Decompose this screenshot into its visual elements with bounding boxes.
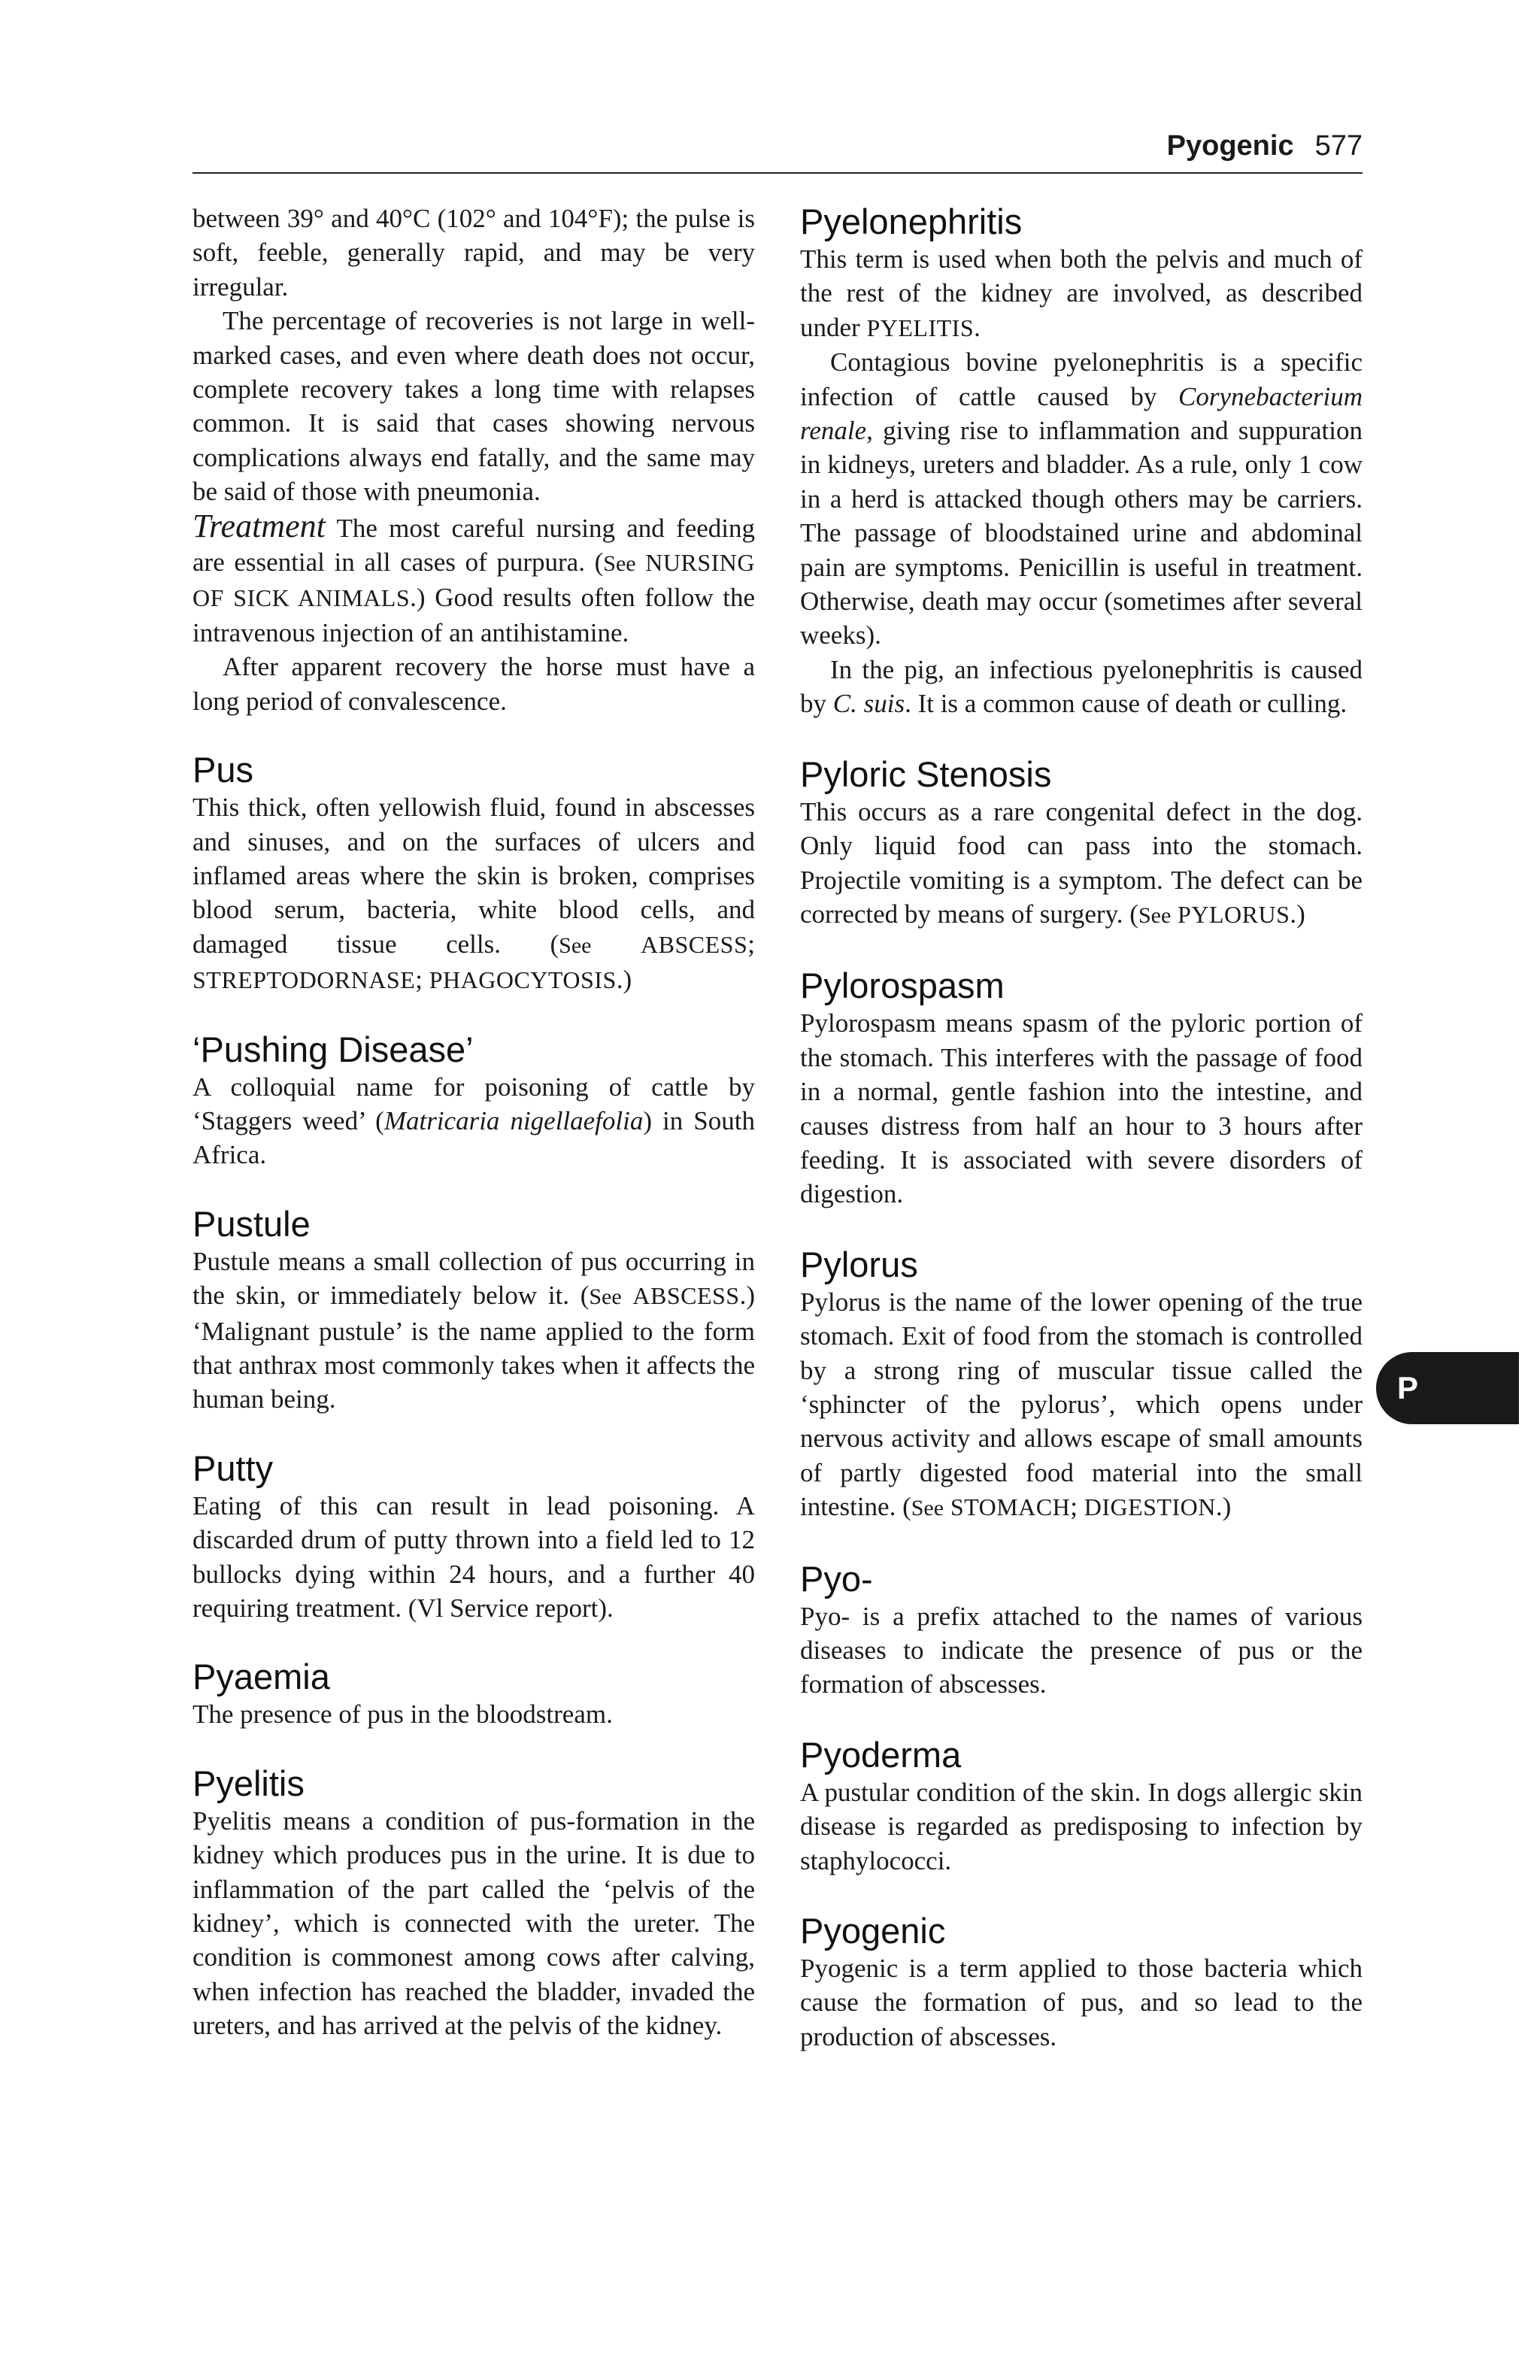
entry-pyelonephritis (800, 202, 1363, 721)
convalescence-paragraph: After apparent recovery the horse must have a long period of convalescence. (192, 652, 755, 716)
cross-reference: PHAGOCYTOSIS (429, 966, 617, 994)
entry-text: The presence of pus in the bloodstream. (192, 1699, 613, 1730)
entry-pustule (192, 1204, 755, 1417)
entry-text: This term is used when both the pelvis and much of the rest of the kidney are involved, as described under PYELITIS. (800, 244, 1363, 342)
header-rule (192, 172, 1363, 174)
entry-heading: Pyaemia (192, 1657, 330, 1697)
entry-text: Pylorospasm means spasm of the pyloric portion of the stomach. This interferes with the passage of food in a normal, gentle fashion into the intestine, and causes distress from half an hour to 3 hours after feeding. It is associated with severe disorders of digestion. (800, 1008, 1363, 1209)
entry-pyaemia (192, 1657, 755, 1731)
entry-pyelitis (192, 1763, 755, 2043)
entry-heading: ‘Pushing Disease’ (192, 1029, 474, 1069)
cross-reference: STREPTODORNASE (192, 966, 416, 994)
entry-text: Contagious bovine pyelonephritis is a specific infection of cattle caused by Corynebacterium renale, giving rise to inflammation and suppuration in kidneys, ureters and bladder. As a rule, only 1 cow in a herd is attacked though others may be carriers. The passage of bloodstained urine and abdominal pain are symptoms. Penicillin is useful in treatment. Otherwise, death may occur (sometimes after several weeks). (800, 347, 1363, 650)
cross-reference: ABSCESS (632, 1282, 740, 1310)
entry-text: Eating of this can result in lead poisoning. A discarded drum of putty thrown into a field led to 12 bullocks dying within 24 hours, and a further 40 requiring treatment. (Vl Service report). (192, 1490, 755, 1623)
running-title: Pyogenic (1166, 130, 1294, 162)
section-thumb-tab: P (1376, 1352, 1519, 1424)
entry-pyloric-stenosis (800, 754, 1363, 933)
entry-pylorus (800, 1245, 1363, 1526)
treatment-paragraph: Treatment The most careful nursing and feeding are essential in all cases of purpura. (See NURSING OF SICK ANIMALS.) Good results often follow the intravenous injection of an antihistamine. (192, 507, 756, 647)
species-name: Corynebacterium renale (800, 381, 1363, 446)
cross-reference: STOMACH (950, 1493, 1071, 1521)
entry-text: This occurs as a rare congenital defect in the dog. Only liquid food can pass into the stomach. Projectile vomiting is a symptom. The defect can be corrected by means of surgery. (See PYLORUS.) (800, 796, 1363, 929)
entry-pylorospasm (800, 966, 1363, 1211)
treatment-label: Treatment (192, 507, 326, 544)
cross-reference: NURSING OF SICK ANIMALS (192, 549, 755, 612)
entry-heading: Pus (192, 750, 253, 790)
left-column (192, 202, 755, 2043)
page-number: 577 (1314, 130, 1363, 162)
right-column (800, 202, 1363, 2054)
entry-text: Pyelitis means a condition of pus-formation in the kidney which produces pus in the urine. It is due to inflammation of the part called the ‘pelvis of the kidney’, which is connected with the ureter. The condition is commonest among cows after calving, when infection has reached the bladder, invaded the ureters, and has arrived at the pelvis of the kidney. (192, 1805, 755, 2041)
cross-reference: DIGESTION (1084, 1493, 1216, 1521)
entry-heading: Pyelitis (192, 1763, 305, 1803)
entry-text: A pustular condition of the skin. In dogs allergic skin disease is regarded as predisposing to infection by staphylococci. (800, 1777, 1363, 1875)
entry-text: In the pig, an infectious pyelonephritis is caused by C. suis. It is a common cause of death or culling. (800, 654, 1363, 719)
entry-heading: Pyo- (800, 1558, 873, 1599)
entry-pushing-disease (192, 1029, 755, 1172)
cross-reference: PYELITIS (866, 314, 975, 341)
cross-reference: PYLORUS (1178, 900, 1290, 928)
entry-text: Pyo- is a prefix attached to the names of various diseases to indicate the presence of pus or the formation of abscesses. (800, 1601, 1363, 1699)
entry-text: This thick, often yellowish fluid, found in abscesses and sinuses, and on the surfaces of ulcers and inflamed areas where the skin is broken, comprises blood serum, bacteria, white blood cells, and damaged tissue cells. (See ABSCESS; STREPTODORNASE; PHAGOCYTOSIS.) (192, 793, 755, 995)
cross-reference: ABSCESS (641, 930, 748, 958)
entry-pyoderma (800, 1735, 1363, 1878)
entry-heading: Putty (192, 1448, 274, 1488)
entry-heading: Pyloric Stenosis (800, 753, 1052, 794)
entry-pus (192, 750, 755, 997)
species-name: Matricaria nigellaefolia (383, 1105, 644, 1135)
entry-text: Pustule means a small collection of pus occurring in the skin, or immediately below it. (See ABSCESS.) ‘Malignant pustule’ is the name applied to the form that anthrax most commonly takes when it affects the human being. (192, 1246, 755, 1414)
continuation-paragraph: between 39° and 40°C (102° and 104°F); the pulse is soft, feeble, generally rapid, and may be very irregular. (192, 204, 755, 302)
entry-heading: Pyelonephritis (800, 202, 1023, 241)
running-head (192, 123, 1363, 168)
entry-pyo (800, 1559, 1363, 1702)
entry-heading: Pylorus (800, 1244, 918, 1284)
entry-heading: Pyoderma (800, 1734, 962, 1775)
entry-pyogenic (800, 1911, 1363, 2054)
entry-text: Pyogenic is a term applied to those bacteria which cause the formation of pus, and so lead to the production of abscesses. (800, 1954, 1363, 2051)
entry-heading: Pyogenic (800, 1911, 946, 1951)
entry-putty (192, 1448, 755, 1626)
entry-text: Pylorus is the name of the lower opening of the true stomach. Exit of food from the stomach is controlled by a strong ring of muscular tissue called the ‘sphincter of the pylorus’, which opens under nervous activity and allows escape of small amounts of partly digested food material into the small intestine. (See STOMACH; DIGESTION.) (800, 1287, 1363, 1522)
recoveries-paragraph: The percentage of recoveries is not large in well-marked cases, and even where death does not occur, complete recovery takes a long time with relapses common. It is said that cases showing nervous complications always end fatally, and the same may be said of those with pneumonia. (192, 306, 755, 507)
entry-text: A colloquial name for poisoning of cattle by ‘Staggers weed’ (Matricaria nigellaefolia) in South Africa. (192, 1072, 755, 1170)
entry-heading: Pylorospasm (800, 966, 1005, 1006)
species-name: C. suis (832, 689, 905, 719)
entry-heading: Pustule (192, 1203, 311, 1244)
